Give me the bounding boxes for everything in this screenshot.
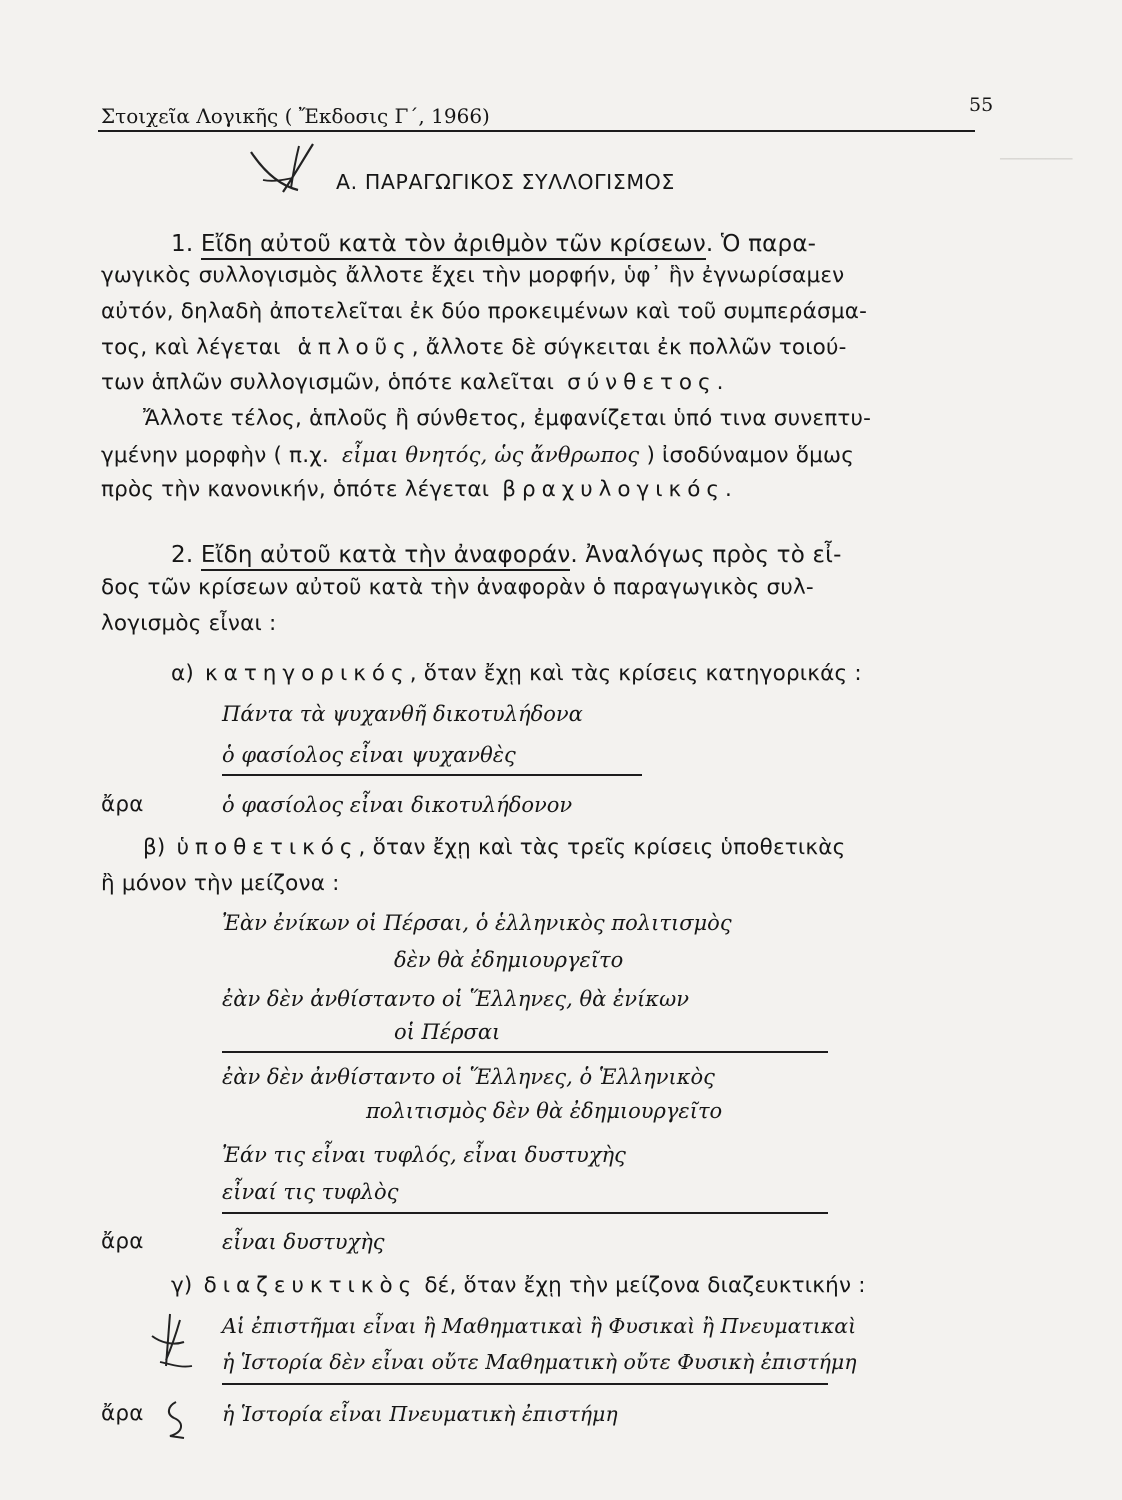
term-synthetos: σύνθετος bbox=[567, 370, 717, 395]
p1-line1-rest: . Ὁ παρα- bbox=[705, 231, 817, 257]
p2-line-1 bbox=[171, 541, 842, 569]
a-line bbox=[171, 660, 862, 688]
p1-line4-start: τος, καὶ λέγεται bbox=[101, 335, 281, 360]
p1-line-4 bbox=[101, 334, 847, 362]
b-ex2-line-2: εἶναί τις τυφλὸς bbox=[222, 1180, 399, 1204]
b-ex1-rule bbox=[222, 1051, 828, 1053]
p1-line-5 bbox=[101, 369, 724, 397]
example-eimai-thnitos: εἶμαι θνητός, ὡς ἄνθρωπος bbox=[341, 443, 640, 467]
p1-line-8 bbox=[101, 476, 732, 504]
b-ex2-conclusion: εἶναι δυστυχὴς bbox=[222, 1230, 385, 1254]
handwritten-margin-mark bbox=[140, 1306, 210, 1446]
b-line-1 bbox=[143, 834, 845, 862]
handwritten-x-mark bbox=[243, 140, 323, 200]
p1-line-6: Ἄλλοτε τέλος, ἁπλοῦς ἢ σύνθετος, ἐμφανίζεται ὑπό τινα συνεπτυ- bbox=[143, 406, 872, 431]
p2-number: 2. bbox=[171, 542, 194, 568]
b-ex1-line-4: οἱ Πέρσαι bbox=[394, 1020, 501, 1044]
p1-line4-end: , ἄλλοτε δὲ σύγκειται ἐκ πολλῶν τοιού- bbox=[411, 335, 847, 360]
g-ara: ἄρα bbox=[101, 1401, 144, 1426]
page-number: 55 bbox=[969, 94, 994, 116]
p2-line-2: δος τῶν κρίσεων αὐτοῦ κατὰ τὴν ἀναφορὰν ὁ παραγωγικὸς συλ- bbox=[101, 575, 814, 600]
p1-heading: Εἴδη αὐτοῦ κατὰ τὸν ἀριθμὸν τῶν κρίσεων bbox=[201, 231, 706, 260]
g-line bbox=[171, 1272, 866, 1300]
p1-line-1 bbox=[171, 230, 816, 258]
p2-line-3: λογισμὸς εἶναι : bbox=[101, 611, 277, 636]
p1-line8-end: . bbox=[725, 477, 733, 502]
a-ara: ἄρα bbox=[101, 792, 144, 817]
g-label: γ) bbox=[171, 1273, 193, 1298]
p1-line-3: αὐτόν, δηλαδὴ ἀποτελεῖται ἐκ δύο προκειμένων καὶ τοῦ συμπεράσμα- bbox=[101, 299, 868, 324]
p2-heading: Εἴδη αὐτοῦ κατὰ τὴν ἀναφοράν bbox=[201, 542, 571, 571]
p2-line1-rest: . Ἀναλόγως πρὸς τὸ εἶ- bbox=[570, 542, 842, 568]
a-rest: , ὅταν ἔχῃ καὶ τὰς κρίσεις κατηγορικάς : bbox=[409, 661, 862, 686]
g-conclusion: ἡ Ἱστορία εἶναι Πνευματικὴ ἐπιστήμη bbox=[222, 1402, 618, 1426]
term-ypothetikos: ὑποθετικός bbox=[176, 835, 359, 860]
b-rest: , ὅταν ἔχῃ καὶ τὰς τρεῖς κρίσεις ὑποθετικὰς bbox=[358, 835, 846, 860]
p1-line7-start: γμένην μορφὴν ( π.χ. bbox=[101, 443, 329, 468]
b-ex1-conclusion-1: ἐὰν δὲν ἀνθίσταντο οἱ Ἕλληνες, ὁ Ἑλληνικὸς bbox=[222, 1065, 715, 1089]
g-inference-rule bbox=[222, 1383, 828, 1385]
term-brachylogikos: βραχυλογικός bbox=[502, 477, 725, 502]
a-premise-2: ὁ φασίολος εἶναι ψυχανθὲς bbox=[222, 743, 516, 767]
b-line-2: ἢ μόνον τὴν μείζονα : bbox=[101, 871, 340, 896]
bleed-through-text: ──────── bbox=[1000, 150, 1073, 168]
b-label: β) bbox=[143, 835, 166, 860]
a-premise-1: Πάντα τὰ ψυχανθῆ δικοτυλήδονα bbox=[222, 702, 583, 726]
term-diazeuktikos: διαζευκτικὸς bbox=[203, 1273, 418, 1298]
p1-line-7 bbox=[101, 441, 854, 470]
running-title: Στοιχεῖα Λογικῆς ( Ἔκδοσις Γ΄, 1966) bbox=[101, 104, 490, 128]
g-rest: δέ, ὅταν ἔχῃ τὴν μείζονα διαζευκτικήν : bbox=[424, 1273, 866, 1298]
a-inference-rule bbox=[222, 774, 642, 776]
a-conclusion: ὁ φασίολος εἶναι δικοτυλήδονον bbox=[222, 793, 573, 817]
g-premise-2: ἡ Ἱστορία δὲν εἶναι οὔτε Μαθηματικὴ οὔτε Φυσικὴ ἐπιστήμη bbox=[222, 1350, 857, 1374]
p1-line5-start: των ἁπλῶν συλλογισμῶν, ὁπότε καλεῖται bbox=[101, 370, 555, 395]
b-ex1-line-2: δὲν θὰ ἐδημιουργεῖτο bbox=[394, 948, 624, 972]
b-ex1-conclusion-2: πολιτισμὸς δὲν θὰ ἐδημιουργεῖτο bbox=[366, 1099, 723, 1123]
p1-line-2: γωγικὸς συλλογισμὸς ἄλλοτε ἔχει τὴν μορφήν, ὑφ᾽ ἣν ἐγνωρίσαμεν bbox=[101, 263, 845, 288]
p1-line8-start: πρὸς τὴν κανονικήν, ὁπότε λέγεται bbox=[101, 477, 490, 502]
header-rule bbox=[98, 130, 975, 132]
term-aplous: ἁπλοῦς bbox=[297, 335, 412, 360]
a-label: α) bbox=[171, 661, 194, 686]
term-katigorikos: κατηγορικός bbox=[205, 661, 410, 686]
p1-line7-end: ) ἰσοδύναμον ὅμως bbox=[646, 443, 855, 468]
b-ex2-line-1: Ἐάν τις εἶναι τυφλός, εἶναι δυστυχὴς bbox=[222, 1143, 626, 1167]
p1-line5-end: . bbox=[716, 370, 724, 395]
g-premise-1: Αἱ ἐπιστῆμαι εἶναι ἢ Μαθηματικαὶ ἢ Φυσικαὶ ἢ Πνευματικαὶ bbox=[222, 1314, 857, 1338]
section-title: Α. ΠΑΡΑΓΩΓΙΚΟΣ ΣΥΛΛΟΓΙΣΜΟΣ bbox=[336, 170, 675, 194]
b-ex1-line-3: ἐὰν δὲν ἀνθίσταντο οἱ Ἕλληνες, θὰ ἐνίκων bbox=[222, 987, 689, 1011]
p1-number: 1. bbox=[171, 231, 194, 257]
b-ex1-line-1: Ἐὰν ἐνίκων οἱ Πέρσαι, ὁ ἑλληνικὸς πολιτισμὸς bbox=[222, 911, 732, 935]
b-ex2-rule bbox=[222, 1212, 828, 1214]
b-ara: ἄρα bbox=[101, 1229, 144, 1254]
